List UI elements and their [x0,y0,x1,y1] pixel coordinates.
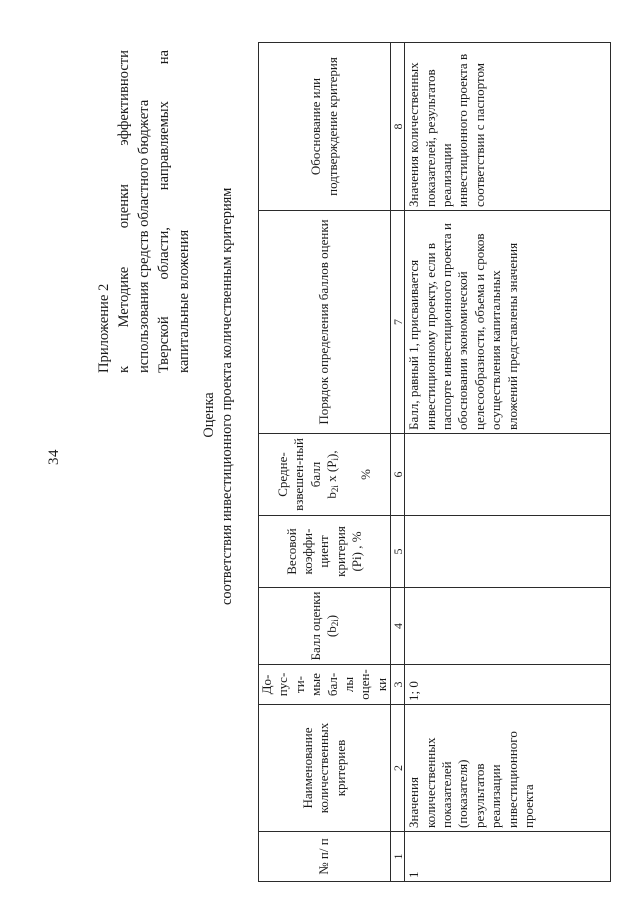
column-number: 6 [391,434,405,516]
appendix-line: использования средств областного бюджета [136,99,152,373]
justification-cell: Значения количественных показателей, результатов реализации инвестиционного проекта в соответствии с паспортом [405,43,611,211]
column-number: 2 [391,705,405,832]
appendix-line: Тверской области, направляемых на [156,50,172,373]
score-cell [405,588,611,665]
procedure-cell: Балл, равный 1, присваивается инвестиционному проекту, если в паспорте инвестиционного проекта и обосновании экономической целесообразности, объема и сроков осуществления капитальных вложений представлены значения [405,211,611,434]
criterion-name-cell: Значения количественных показателей (показателя) результатов реализации инвестиционного проекта [405,705,611,832]
criteria-table [258,42,611,882]
appendix-title: Приложение 2 [96,283,112,373]
header-allowed-scores: До-пус-ти-мые бал-лы оцен-ки [259,665,391,705]
header-weight: Весовой коэффи-циент критерия (Pi) , % [259,516,391,588]
document-title [200,187,236,605]
header-weighted-score: Средне-взвешен-ный балл b2i x (Pi), % [259,434,391,516]
table-row [405,43,611,882]
appendix-block [94,50,194,373]
title-line: Оценка [201,392,217,438]
page-number: 34 [46,449,62,465]
title-subline: соответствия инвестиционного проекта количественным критериям [219,187,235,605]
header-row [259,43,391,882]
header-number: № п/ п [259,832,391,882]
appendix-line: капитальные вложения [176,229,192,373]
header-criterion-name: Наименование количественных критериев [259,705,391,832]
column-number: 4 [391,588,405,665]
allowed-scores-cell: 1; 0 [405,665,611,705]
header-justification: Обоснование или подтверждение критерия [259,43,391,211]
header-score: Балл оценки (b2i) [259,588,391,665]
weighted-score-cell [405,434,611,516]
column-number: 7 [391,211,405,434]
column-number-row [391,43,405,882]
column-number: 3 [391,665,405,705]
column-number: 5 [391,516,405,588]
column-number: 8 [391,43,405,211]
header-procedure: Порядок определения баллов оценки [259,211,391,434]
column-number: 1 [391,832,405,882]
weight-cell [405,516,611,588]
appendix-line: к Методике оценки эффективности [116,50,132,373]
row-number-cell: 1 [405,832,611,882]
